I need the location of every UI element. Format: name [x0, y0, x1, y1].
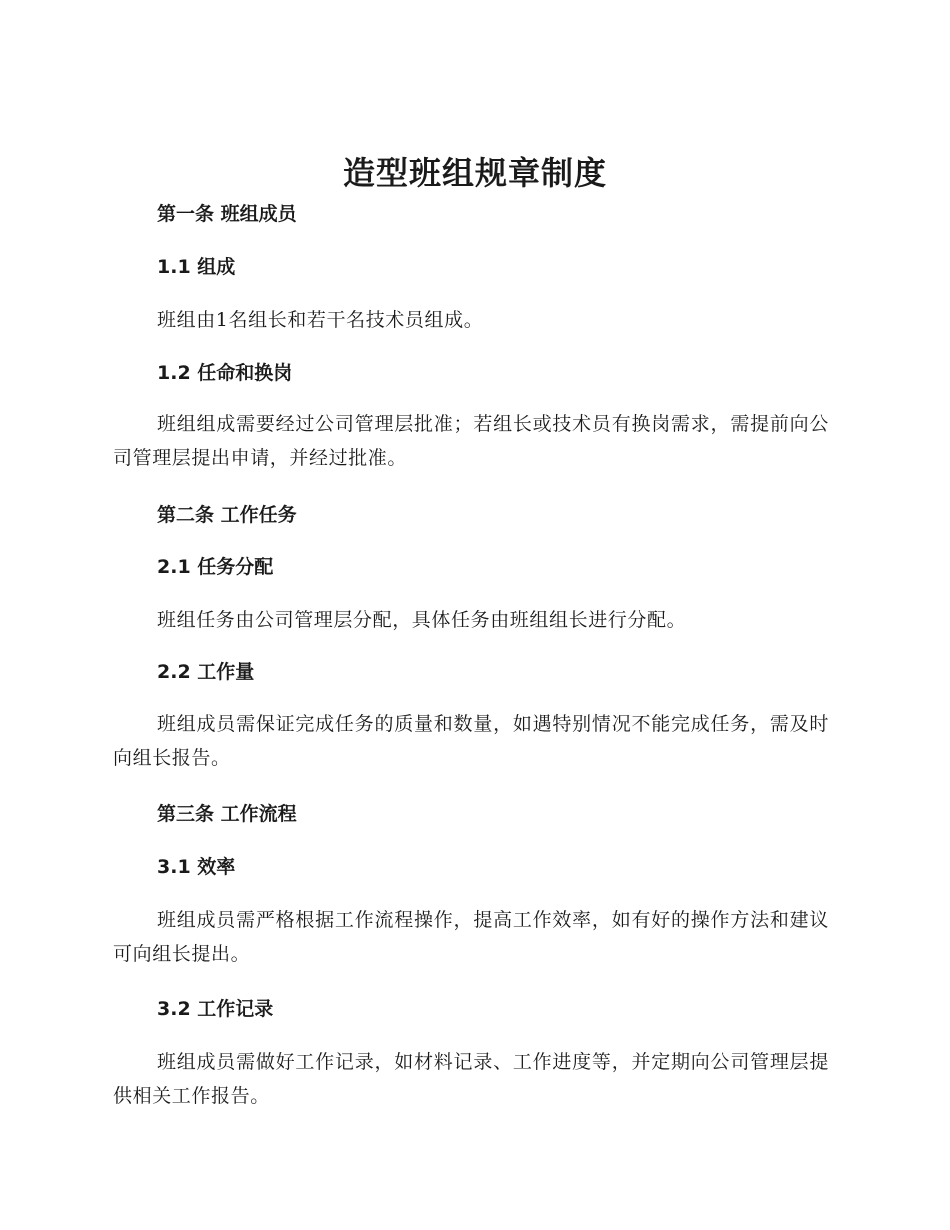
paragraph-2-1: 班组任务由公司管理层分配，具体任务由班组组长进行分配。 [157, 609, 687, 631]
subsection-heading-3-1: 3.1 效率 [157, 856, 236, 878]
paragraph-2-2: 班组成员需保证完成任务的质量和数量，如遇特别情况不能完成任务，需及时向组长报告。 [113, 713, 829, 769]
paragraph-1-2: 班组组成需要经过公司管理层批准；若组长或技术员有换岗需求，需提前向公司管理层提出申请，并经过批准。 [113, 413, 829, 469]
document-title: 造型班组规章制度 [342, 154, 607, 192]
subsection-heading-2-1: 2.1 任务分配 [157, 556, 274, 578]
subsection-heading-3-2: 3.2 工作记录 [157, 998, 274, 1020]
section-heading-1: 第一条 班组成员 [157, 203, 297, 225]
section-heading-3: 第三条 工作流程 [157, 803, 297, 825]
paragraph-3-1: 班组成员需严格根据工作流程操作，提高工作效率，如有好的操作方法和建议可向组长提出。 [113, 909, 829, 965]
subsection-heading-2-2: 2.2 工作量 [157, 661, 255, 683]
section-heading-2: 第二条 工作任务 [157, 504, 297, 526]
paragraph-3-2: 班组成员需做好工作记录，如材料记录、工作进度等，并定期向公司管理层提供相关工作报告。 [113, 1051, 829, 1107]
subsection-heading-1-1: 1.1 组成 [157, 256, 236, 278]
subsection-heading-1-2: 1.2 任命和换岗 [157, 362, 293, 384]
paragraph-1-1: 班组由1名组长和若干名技术员组成。 [157, 309, 484, 331]
